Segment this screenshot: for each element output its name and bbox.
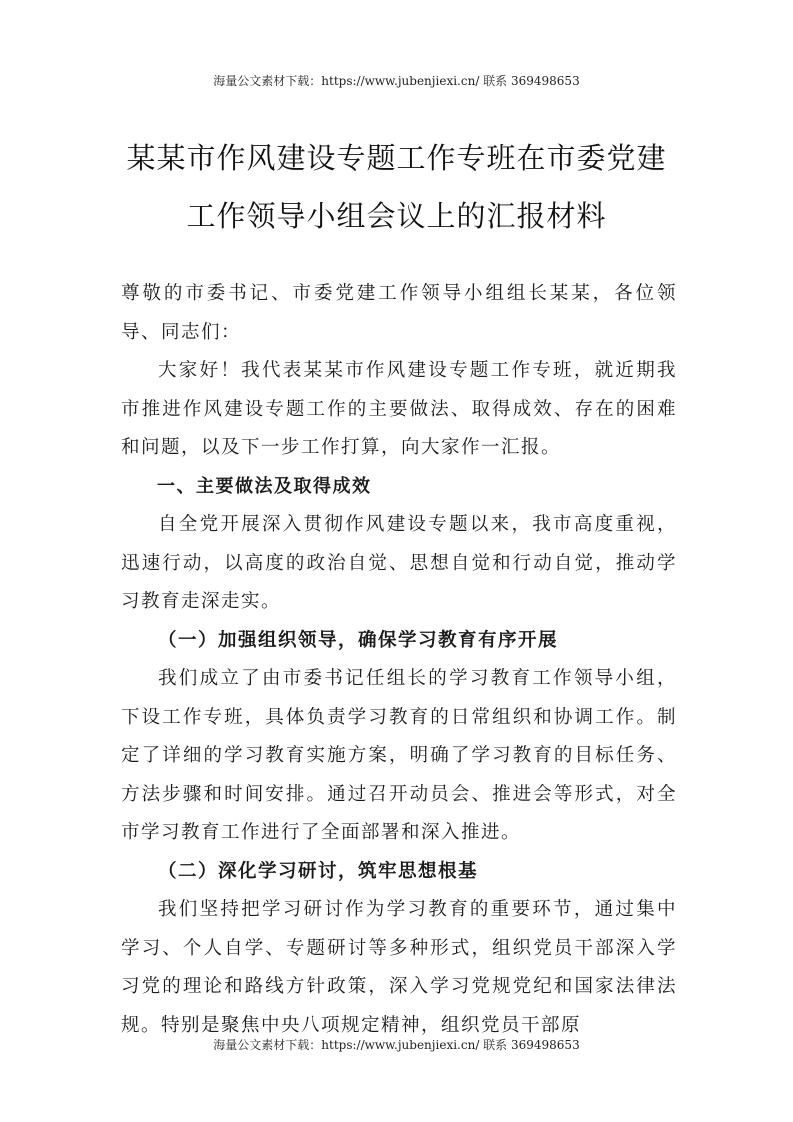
subsection-1-heading: （一）加强组织领导，确保学习教育有序开展 xyxy=(158,629,559,651)
subsection-2-text: 我们坚持把学习研讨作为学习教育的重要环节，通过集中学习、个人自学、专题研讨等多种形式，组织党员干部深入学习党的理论和路线方针政策，深入学习党规党纪和国家法律法规。特别是聚焦中央八项规定精神，组织党员干部原 xyxy=(121,899,677,1036)
section-1-intro: 自全党开展深入贯彻作风建设专题以来，我市高度重视，迅速行动，以高度的政治自觉、思想自觉和行动自觉，推动学习教育走深走实。 xyxy=(121,514,677,612)
document-title-line-2: 工作领导小组会议上的汇报材料 xyxy=(186,199,607,233)
page-footer: 海量公文素材下载：https://www.jubenjiexi.cn/ 联系 369498653 xyxy=(213,1038,580,1052)
subsection-2-heading: （二）深化学习研讨，筑牢思想根基 xyxy=(158,860,479,882)
subsection-1-text: 我们成立了由市委书记任组长的学习教育工作领导小组，下设工作专班，具体负责学习教育的日常组织和协调工作。制定了详细的学习教育实施方案，明确了学习教育的目标任务、方法步骤和时间安排。通过召开动员会、推进会等形式，对全市学习教育工作进行了全面部署和深入推进。 xyxy=(121,668,677,843)
document-title-line-1: 某某市作风建设专题工作专班在市委党建 xyxy=(126,141,667,175)
opening-paragraph: 大家好！我代表某某市作风建设专题工作专班，就近期我市推进作风建设专题工作的主要做法、取得成效、存在的困难和问题，以及下一步工作打算，向大家作一汇报。 xyxy=(121,360,677,458)
page-header: 海量公文素材下载：https://www.jubenjiexi.cn/ 联系 369498653 xyxy=(213,74,580,88)
document-body xyxy=(121,275,677,1045)
salutation: 尊敬的市委书记、市委党建工作领导小组组长某某，各位领导、同志们： xyxy=(121,283,677,343)
section-1-heading: 一、主要做法及取得成效 xyxy=(157,475,372,497)
